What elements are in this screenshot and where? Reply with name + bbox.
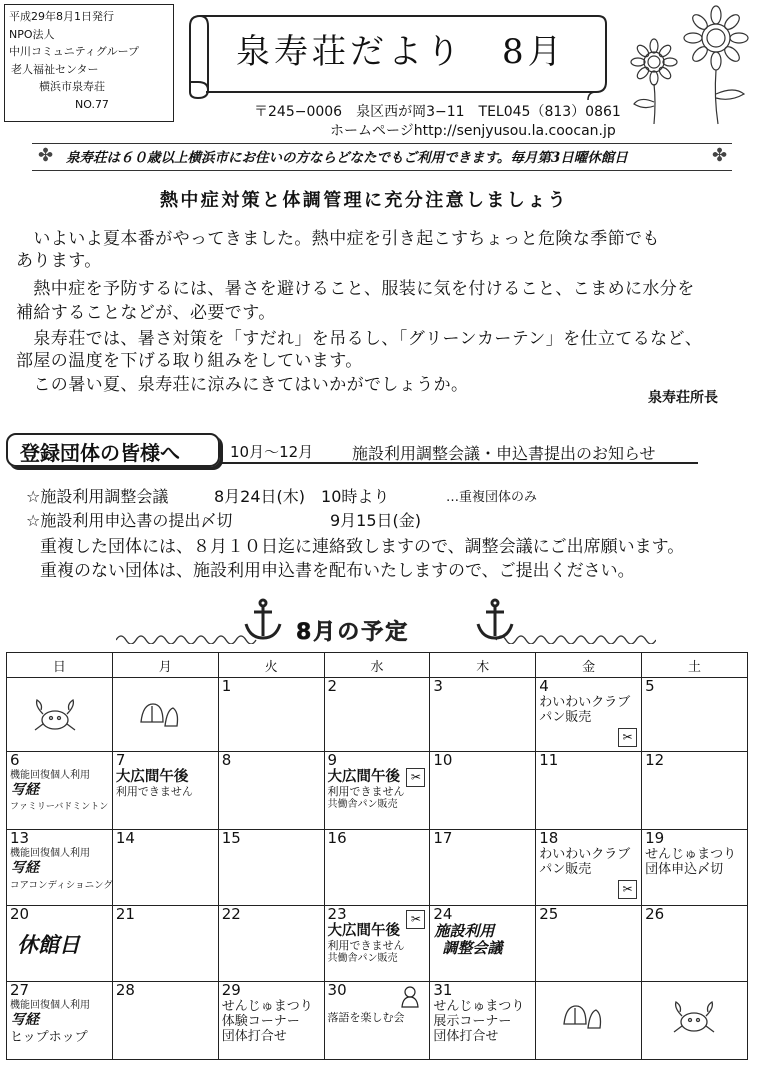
day-number: 3 [433, 677, 443, 695]
weekday-header: 木 [430, 653, 536, 678]
bread-icon: ✂ [618, 880, 637, 899]
event-label: 共働舎パン販売 [327, 799, 398, 810]
day-number: 8 [221, 751, 232, 769]
calendar-day [536, 830, 642, 906]
day-number: 15 [221, 829, 241, 847]
org-facility: 横浜市泉寿荘 [39, 80, 105, 93]
org-center: 老人福祉センター [11, 62, 99, 76]
article-line: 補給することなどが、必要です。 [16, 303, 276, 323]
day-number: 7 [115, 751, 126, 769]
day-number: 18 [539, 829, 559, 847]
issue-date: 平成29年8月1日発行 [9, 10, 114, 23]
event-label: 写経 [11, 782, 39, 798]
event-label: ファミリーバドミントン [10, 802, 109, 812]
calendar-day [218, 830, 324, 906]
rakugo-performer-icon [399, 985, 421, 1009]
calendar-day [430, 830, 536, 906]
calendar-day [430, 906, 536, 982]
event-label: 共働舎パン販売 [327, 953, 398, 964]
weekday-header: 金 [536, 653, 642, 678]
calendar-day [536, 906, 642, 982]
calendar-day [324, 678, 430, 752]
article-heading: 熱中症対策と体調管理に充分注意しましょう [160, 190, 568, 211]
day-number: 13 [10, 829, 30, 847]
event-label: 展示コーナー [433, 1014, 512, 1029]
event-label: 団体打合せ [433, 1029, 499, 1044]
newsletter-title: 泉寿荘だより 8月 [236, 32, 566, 72]
day-number: 31 [433, 981, 453, 999]
anchor-icon [470, 598, 520, 642]
sunflower-icon [626, 2, 760, 126]
calendar-week [7, 752, 748, 830]
event-label: 機能回復個人利用 [10, 770, 90, 781]
calendar-day [7, 982, 113, 1060]
weekday-header: 月 [112, 653, 218, 678]
calendar-day [112, 752, 218, 830]
calendar-day [642, 906, 748, 982]
day-number: 27 [10, 981, 30, 999]
calendar-day-empty [112, 678, 218, 752]
day-number: 5 [645, 677, 655, 695]
event-label: 調整会議 [442, 939, 503, 957]
calendar-day-empty [642, 982, 748, 1060]
calendar-week [7, 830, 748, 906]
calendar-day [642, 678, 748, 752]
day-number: 22 [221, 905, 241, 923]
event-label: わいわいクラブ [539, 695, 631, 710]
event-label: 利用できません [327, 939, 405, 952]
calendar-day-empty [536, 982, 642, 1060]
event-label: 休館日 [17, 933, 80, 957]
calendar-week [7, 678, 748, 752]
event-label: 団体申込〆切 [645, 862, 724, 877]
day-number: 23 [327, 905, 347, 923]
calendar-day [112, 906, 218, 982]
day-number: 6 [10, 751, 20, 769]
article-line: 泉寿荘では、暑さ対策を「すだれ」を吊るし、「グリーンカーテン」を仕立てるなど、 [16, 329, 703, 349]
day-number: 30 [327, 981, 347, 999]
weekday-header: 日 [7, 653, 113, 678]
calendar-day [324, 982, 430, 1060]
weekday-header: 土 [642, 653, 748, 678]
article-line: 熱中症を予防するには、暑さを避けること、服装に気を付けること、こまめに水分を [16, 279, 695, 299]
day-number: 10 [433, 751, 453, 769]
event-label: せんじゅまつり [645, 847, 737, 862]
calendar-day [7, 830, 113, 906]
org-group: 中川コミュニティグループ [9, 45, 140, 58]
article-line: いよいよ夏本番がやってきました。熱中症を引き起こすちょっと危険な季節でも [16, 229, 660, 249]
calendar-day [218, 982, 324, 1060]
calendar-day [324, 752, 430, 830]
event-label: わいわいクラブ [539, 847, 631, 862]
schedule-calendar [6, 652, 748, 1060]
event-label: パン販売 [539, 862, 592, 877]
article-line: あります。 [16, 251, 102, 271]
bread-icon: ✂ [406, 910, 425, 929]
registration-title: 登録団体の皆様へ [20, 441, 180, 465]
day-number: 28 [115, 981, 135, 999]
article-line: 部屋の温度を下げる取り組みをしています。 [16, 351, 363, 371]
calendar-day [324, 830, 430, 906]
crab-icon [31, 696, 79, 736]
event-label: 機能回復個人利用 [10, 848, 90, 859]
shell-icon [137, 700, 181, 730]
schedule-date-meeting: 8月24日(木) 10時より [214, 487, 390, 506]
calendar-title: 8月の予定 [296, 620, 410, 645]
calendar-day [7, 906, 113, 982]
calendar-day [218, 678, 324, 752]
day-number: 17 [433, 829, 453, 847]
event-label: せんじゅまつり [433, 999, 525, 1014]
calendar-day [112, 982, 218, 1060]
weekday-header-row [7, 653, 748, 678]
registration-body-nonduplicate: 重複のない団体は、施設利用申込書を配布いたしますので、ご提出ください。 [40, 561, 635, 581]
day-number: 29 [221, 981, 241, 999]
day-number: 26 [645, 905, 665, 923]
event-label: 体験コーナー [221, 1014, 300, 1029]
schedule-date-deadline: 9月15日(金) [330, 511, 422, 530]
article-line: この暑い夏、泉寿荘に涼みにきてはいかがでしょうか。 [16, 375, 469, 395]
event-label: 大広間午後 [327, 923, 401, 939]
event-label: せんじゅまつり [221, 999, 313, 1014]
day-number: 1 [221, 677, 232, 695]
anchor-icon [238, 598, 288, 642]
calendar-day [536, 678, 642, 752]
bread-icon: ✂ [406, 768, 425, 787]
event-label: コアコンディショニング [10, 880, 113, 891]
day-number: 4 [539, 677, 549, 695]
day-number: 16 [327, 829, 347, 847]
day-number: 21 [115, 905, 135, 923]
event-label: 利用できません [327, 785, 405, 798]
day-number: 14 [115, 829, 135, 847]
event-label: 写経 [11, 860, 39, 876]
event-label: 利用できません [115, 785, 193, 798]
calendar-day [7, 752, 113, 830]
crab-icon [670, 998, 718, 1038]
day-number: 12 [645, 751, 665, 769]
clover-icon: ✤ [712, 145, 728, 166]
weekday-header: 水 [324, 653, 430, 678]
calendar-day [324, 906, 430, 982]
calendar-week [7, 906, 748, 982]
calendar-day [430, 752, 536, 830]
calendar-day [430, 982, 536, 1060]
article-signature: 泉寿荘所長 [648, 390, 718, 406]
event-label: 落語を楽しむ会 [327, 1011, 405, 1024]
schedule-label-meeting: ☆施設利用調整会議 [26, 487, 169, 506]
shell-icon [560, 1002, 604, 1032]
calendar-day [642, 752, 748, 830]
event-label: ヒップホップ [10, 1030, 88, 1045]
calendar-day-empty [7, 678, 113, 752]
notice-text: 泉寿荘は６０歳以上横浜市にお住いの方ならどなたでもご利用できます。毎月第3日曜休館日 [66, 150, 628, 166]
calendar-day [218, 752, 324, 830]
issue-info-box [4, 4, 174, 122]
issue-number: NO.77 [75, 97, 109, 111]
clover-icon: ✤ [38, 145, 54, 166]
registration-subtitle: 施設利用調整会議・申込書提出のお知らせ [352, 444, 656, 463]
calendar-day [536, 752, 642, 830]
bread-icon: ✂ [618, 728, 637, 747]
day-number: 2 [327, 677, 338, 695]
event-label: 写経 [11, 1012, 39, 1028]
registration-body-duplicate: 重複した団体には、８月１０日迄に連絡致しますので、調整会議にご出席願います。 [40, 537, 685, 557]
schedule-label-deadline: ☆施設利用申込書の提出〆切 [26, 511, 233, 530]
calendar-day [642, 830, 748, 906]
day-number: 25 [539, 905, 559, 923]
event-label: パン販売 [539, 710, 592, 725]
event-label: 施設利用 [434, 922, 495, 940]
event-label: 大広間午後 [327, 769, 401, 785]
calendar-day [430, 678, 536, 752]
event-label: 団体打合せ [221, 1029, 287, 1044]
day-number: 9 [327, 751, 338, 769]
day-number: 19 [645, 829, 665, 847]
address: 〒245−0006 泉区西が岡3−11 TEL045（813）0861 [254, 104, 621, 120]
homepage-link[interactable]: ホームページhttp://senjyusou.la.coocan.jp [330, 123, 616, 139]
calendar-day [218, 906, 324, 982]
org-npo: NPO法人 [9, 27, 55, 41]
day-number: 20 [10, 905, 30, 923]
registration-period: 10月～12月 [230, 443, 314, 461]
event-label: 機能回復個人利用 [10, 1000, 90, 1011]
weekday-header: 火 [218, 653, 324, 678]
calendar-week [7, 982, 748, 1060]
calendar-day [112, 830, 218, 906]
event-label: 大広間午後 [115, 769, 189, 785]
day-number: 24 [433, 905, 453, 923]
day-number: 11 [539, 751, 559, 769]
schedule-note-meeting: …重複団体のみ [446, 490, 538, 505]
